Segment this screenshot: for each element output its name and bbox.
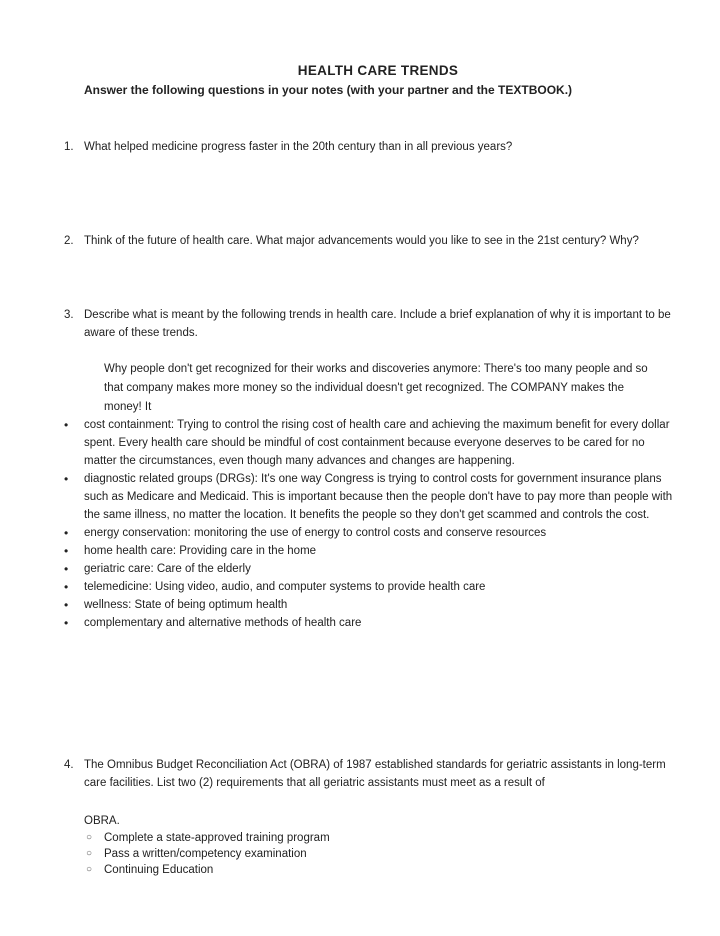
question-1 <box>64 138 674 156</box>
question-number: 2. <box>64 235 74 247</box>
list-item <box>64 542 674 560</box>
list-item-text: complementary and alternative methods of health care <box>84 617 362 629</box>
list-item <box>84 846 330 862</box>
question-number: 4. <box>64 759 74 771</box>
obra-label: OBRA. <box>84 815 120 827</box>
list-item-text: Complete a state-approved training program <box>104 832 330 844</box>
bullet-icon: • <box>64 580 69 594</box>
list-item <box>64 578 674 596</box>
question-text: What helped medicine progress faster in the 20th century than in all previous years? <box>84 141 513 153</box>
question-number: 1. <box>64 141 74 153</box>
obra-requirements-list <box>84 830 330 878</box>
instructions: Answer the following questions in your notes (with your partner and the TEXTBOOK.) <box>84 83 573 97</box>
bullet-icon: • <box>64 472 69 486</box>
trends-list <box>64 416 674 632</box>
list-item <box>64 560 674 578</box>
list-item <box>64 614 674 632</box>
bullet-icon: • <box>64 616 69 630</box>
question-text: Describe what is meant by the following trends in health care. Include a brief explanation of why it is important to be aware of these trends. <box>84 309 671 339</box>
list-item-text: home health care: Providing care in the home <box>84 545 317 557</box>
q3-answer-paragraph: Why people don't get recognized for their works and discoveries anymore: There's too many people and so that company makes more money so the individual doesn't get recognized. The COMPANY makes the money! It <box>104 363 648 413</box>
list-item <box>64 470 674 524</box>
bullet-icon: • <box>64 562 69 576</box>
question-text: The Omnibus Budget Reconciliation Act (OBRA) of 1987 established standards for geriatric assistants in long-term care facilities. List two (2) requirements that all geriatric assistants must meet as a result of <box>84 759 666 789</box>
list-item-text: energy conservation: monitoring the use of energy to control costs and conserve resources <box>84 527 547 539</box>
bullet-icon: • <box>64 418 69 432</box>
list-item-text: telemedicine: Using video, audio, and computer systems to provide health care <box>84 581 486 593</box>
list-item-text: wellness: State of being optimum health <box>84 599 288 611</box>
bullet-icon: • <box>64 598 69 612</box>
circle-bullet-icon: ○ <box>86 832 93 843</box>
bullet-icon: • <box>64 526 69 540</box>
question-4 <box>64 756 674 792</box>
list-item <box>64 524 674 542</box>
list-item <box>64 416 674 470</box>
bullet-icon: • <box>64 544 69 558</box>
list-item-text: geriatric care: Care of the elderly <box>84 563 251 575</box>
question-2 <box>64 232 674 250</box>
page-title: HEALTH CARE TRENDS <box>297 63 459 78</box>
list-item <box>84 862 330 878</box>
question-3 <box>64 306 674 342</box>
list-item-text: Continuing Education <box>104 864 214 876</box>
list-item <box>64 596 674 614</box>
list-item-text: Pass a written/competency examination <box>104 848 307 860</box>
list-item-text: cost containment: Trying to control the rising cost of health care and achieving the maximum benefit for every dollar spent. Every health care should be mindful of cost containment because everyone deserves to be cared for no matter the circumstances, even though many advances and changes are happening. <box>84 419 670 467</box>
question-text: Think of the future of health care. What major advancements would you like to see in the 21st century? Why? <box>84 235 639 247</box>
circle-bullet-icon: ○ <box>86 848 93 859</box>
question-number: 3. <box>64 309 74 321</box>
list-item <box>84 830 330 846</box>
list-item-text: diagnostic related groups (DRGs): It's one way Congress is trying to control costs for government insurance plans such as Medicare and Medicaid. This is important because then the people don't have to pay more than people with the same illness, no matter the location. It benefits the people so they don't get scammed and controls the cost. <box>84 473 673 521</box>
circle-bullet-icon: ○ <box>86 864 93 875</box>
